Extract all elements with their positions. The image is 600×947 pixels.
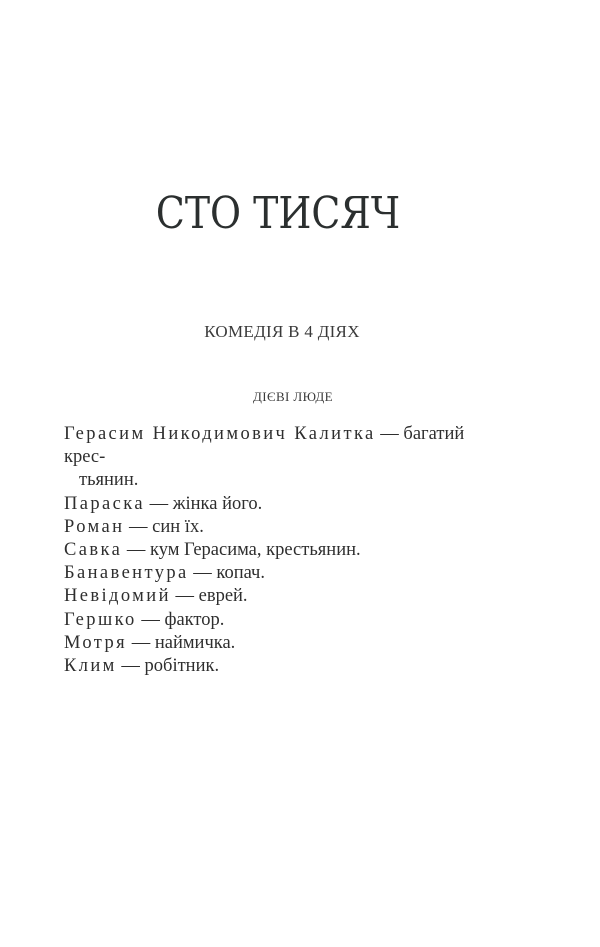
cast-item	[64, 493, 504, 516]
character-name: Мотря	[64, 632, 128, 653]
character-description-continuation: тьянин.	[79, 470, 139, 491]
cast-item	[64, 609, 504, 632]
subtitle: КОМЕДІЯ В 4 ДІЯХ	[204, 322, 360, 341]
dash: —	[188, 563, 217, 584]
page-title: СТО ТИСЯЧ	[155, 188, 401, 239]
character-name: Герасим Никодимович Калитка	[64, 424, 376, 444]
character-description: наймичка.	[154, 632, 236, 653]
character-description: копач.	[216, 563, 265, 584]
cast-item	[64, 562, 504, 585]
cast-item	[64, 632, 504, 655]
character-name: Роман	[64, 516, 125, 537]
character-description: еврей.	[198, 586, 248, 607]
cast-heading: ДІЄВІ ЛЮДЕ	[252, 389, 334, 404]
character-description: кум Герасима, крестьянин.	[149, 540, 361, 561]
cast-item	[64, 539, 504, 562]
cast-item	[64, 423, 504, 493]
dash: —	[124, 516, 153, 537]
character-name: Параска	[64, 493, 145, 514]
dash: —	[144, 493, 173, 514]
dash: —	[136, 609, 165, 630]
cast-item	[64, 516, 504, 539]
cast-item	[64, 585, 504, 608]
dash: —	[127, 632, 155, 653]
character-description: жінка його.	[172, 493, 263, 514]
character-name: Савка	[64, 540, 123, 561]
character-description: робітник.	[144, 656, 220, 677]
character-name: Клим	[64, 656, 117, 677]
character-description: син їх.	[152, 516, 204, 537]
character-name: Банавентура	[64, 563, 189, 584]
character-description: багатий крес-	[64, 424, 465, 468]
dash: —	[122, 540, 150, 561]
character-name: Невідомий	[64, 586, 171, 607]
cast-item	[64, 655, 504, 678]
cast-list	[64, 423, 504, 678]
dash: —	[116, 656, 145, 677]
character-name: Гершко	[64, 609, 137, 630]
dash: —	[375, 424, 404, 444]
dash: —	[170, 586, 199, 607]
character-description: фактор.	[164, 609, 225, 630]
